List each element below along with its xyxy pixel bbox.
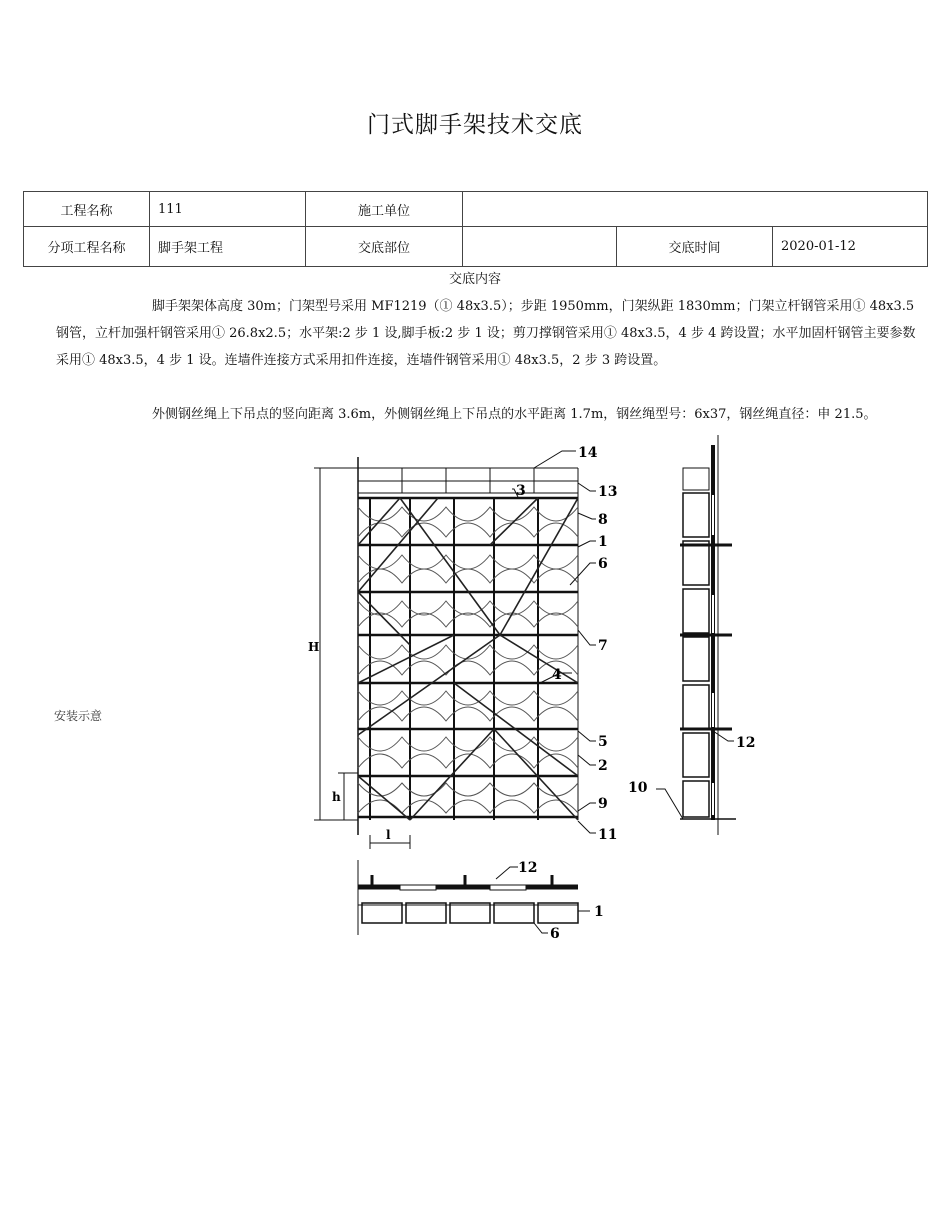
figure-caption: 安装示意 [54,709,103,723]
section-label: 交底内容 [448,272,501,287]
table-row [24,192,928,227]
project-name-value: 111 [150,192,306,227]
callout-6: 6 [598,556,608,572]
handover-time-label: 交底时间 [617,227,773,267]
side-view [628,435,755,835]
spec-paragraph-text: 脚手架架体高度 30m；门架型号采用 MF1219（① 48x3.5）；步距 1950mm，门架纵距 1830mm；门架立杆钢管采用① 48x3.5 钢管，立杆加强杆钢管采用① 26.8x2.5；水平架:2 步 1 设,脚手板:2 步 1 设；剪刀撑钢管采用① 48x3.5，4 步 4 跨设置；水平加固杆钢管主要参数采用① 48x3.5，4 步 1 设。连墙件连接方式采用扣件连接，连墙件钢管采用① 48x3.5，2 步 3 跨设置。 [56,299,916,368]
callout-12-plan: 12 [518,860,538,876]
callout-1-plan: 1 [594,904,604,920]
handover-time-value: 2020-01-12 [773,227,928,267]
construction-unit-label: 施工单位 [306,192,463,227]
callout-11: 11 [598,827,618,843]
handover-part-value [463,227,617,267]
callout-4: 4 [552,667,562,683]
callout-10: 10 [628,780,648,796]
dim-label-H: H [308,640,320,654]
dim-label-h: h [332,790,341,804]
callout-3: 3 [516,483,526,499]
callout-5: 5 [598,734,608,750]
spec-paragraph [56,293,926,374]
rope-paragraph [56,401,926,428]
project-name-label: 工程名称 [24,192,150,227]
callout-13: 13 [598,484,618,500]
construction-unit-value [463,192,928,227]
callout-2: 2 [598,758,608,774]
table-row [24,227,928,267]
callout-12: 12 [736,735,756,751]
callout-1: 1 [598,534,608,550]
callout-8: 8 [598,512,608,528]
elevation-view [308,445,617,849]
dim-label-l: l [386,828,391,842]
plan-view [358,860,604,942]
project-info-table [23,191,928,267]
subproject-label: 分项工程名称 [24,227,150,267]
subproject-value: 脚手架工程 [150,227,306,267]
callout-14: 14 [578,445,598,461]
callout-9: 9 [598,796,608,812]
document-title: 门式脚手架技术交底 [367,112,583,138]
callout-6-plan: 6 [550,926,560,942]
callout-7: 7 [598,638,608,654]
scaffold-installation-drawing [300,435,780,945]
handover-part-label: 交底部位 [306,227,463,267]
rope-paragraph-text: 外侧钢丝绳上下吊点的竖向距离 3.6m，外侧钢丝绳上下吊点的水平距离 1.7m，钢丝绳型号：6x37，钢丝绳直径：申 21.5。 [152,407,877,422]
